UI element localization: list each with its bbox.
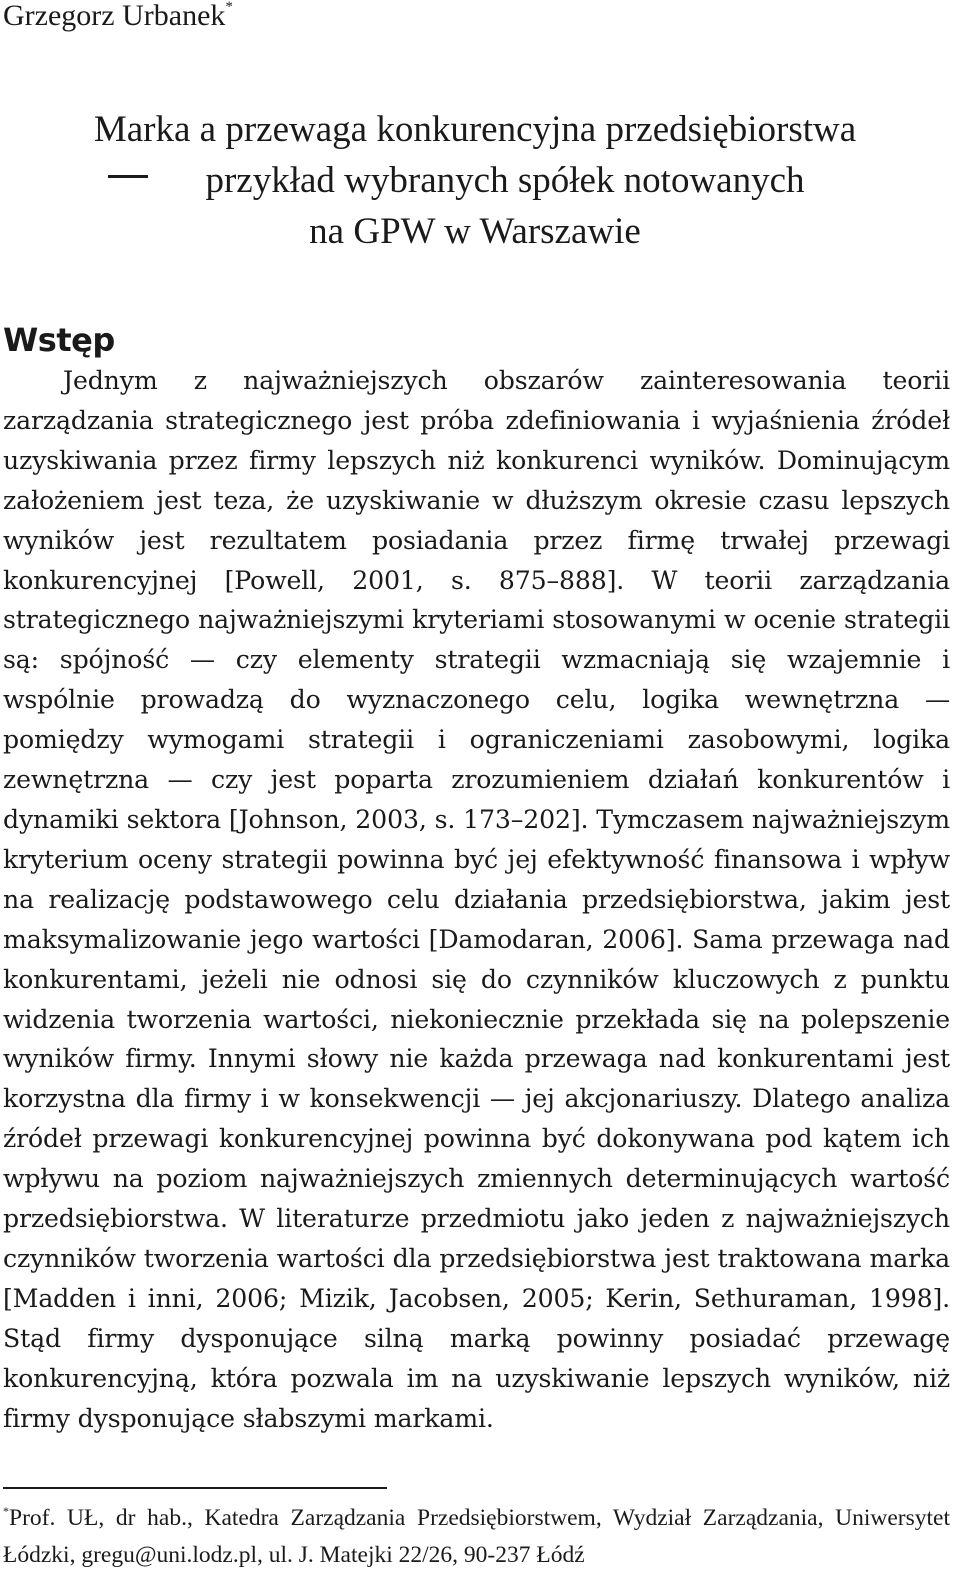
author-name bbox=[3, 0, 233, 34]
footnote-text: Prof. UŁ, dr hab., Katedra Zarządzania Przedsiębiorstwem, Wydział Zarządzania, Uniwersytet Łódzki, gregu@uni.lodz.pl, ul. J. Matejki 22/26, 90-237 Łódź bbox=[3, 1505, 950, 1568]
article-title bbox=[0, 104, 950, 257]
title-line-2: przykład wybranych spółek notowanych bbox=[205, 160, 805, 201]
author-name-text: Grzegorz Urbanek bbox=[3, 0, 226, 32]
title-em-dash bbox=[108, 175, 148, 178]
title-line-1: Marka a przewaga konkurencyjna przedsiębiorstwa bbox=[93, 109, 857, 150]
author-footnote-marker: * bbox=[225, 0, 233, 15]
footnote bbox=[3, 1500, 950, 1574]
title-line-3: na GPW w Warszawie bbox=[309, 211, 641, 252]
footnote-divider bbox=[3, 1487, 387, 1489]
body-paragraph: Jednym z najważniejszych obszarów zainteresowania teorii zarządzania strategicznego jest próba zdefiniowania i wyjaśnienia źródeł uzyskiwania przez firmy lepszych niż konkurenci wyników. Dominującym założeniem jest teza, że uzyskiwanie w dłuższym okresie czasu lepszych wyników jest rezultatem posiadania przez firmę trwałej przewagi konkurencyjnej [Powell, 2001, s. 875–888]. W teorii zarządzania strategicznego najważniejszymi kryteriami stosowanymi w ocenie strategii są: spójność — czy elementy strategii wzmacniają się wzajemnie i wspólnie prowadzą do wyznaczonego celu, logika wewnętrzna — pomiędzy wymogami strategii i ograniczeniami zasobowymi, logika zewnętrzna — czy jest poparta zrozumieniem działań konkurentów i dynamiki sektora [Johnson, 2003, s. 173–202]. Tymczasem najważniejszym kryterium oceny strategii powinna być jej efektywność finansowa i wpływ na realizację podstawowego celu działania przedsiębiorstwa, jakim jest maksymalizowanie jego wartości [Damodaran, 2006]. Sama przewaga nad konkurentami, jeżeli nie odnosi się do czynników kluczowych z punktu widzenia tworzenia wartości, niekoniecznie przekłada się na polepszenie wyników firmy. Innymi słowy nie każda przewaga nad konkurentami jest korzystna dla firmy i w konsekwencji — jej akcjonariuszy. Dlatego analiza źródeł przewagi konkurencyjnej powinna być dokonywana pod kątem ich wpływu na poziom najważniejszych zmiennych determinujących wartość przedsiębiorstwa. W literaturze przedmiotu jako jeden z najważniejszych czynników tworzenia wartości dla przedsiębiorstwa jest traktowana marka [Madden i inni, 2006; Mizik, Jacobsen, 2005; Kerin, Sethuraman, 1998]. Stąd firmy dysponujące silną marką powinny posiadać przewagę konkurencyjną, która pozwala im na uzyskiwanie lepszych wyników, niż firmy dysponujące słabszymi markami. bbox=[3, 366, 950, 1433]
section-heading: Wstęp bbox=[3, 321, 115, 359]
footnote-marker: * bbox=[3, 1504, 9, 1518]
